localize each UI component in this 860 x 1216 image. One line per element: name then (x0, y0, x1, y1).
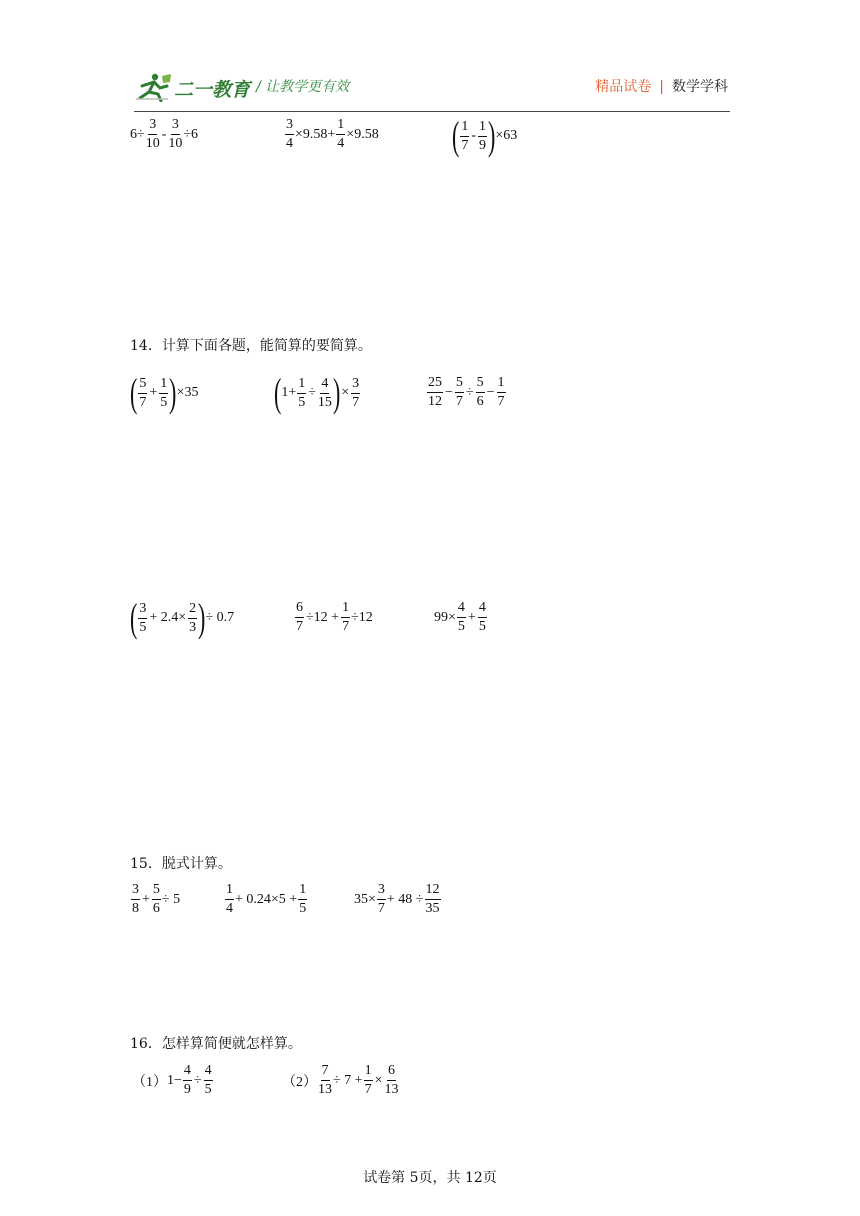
numerator: 1 (298, 883, 307, 900)
math-text: × (341, 385, 350, 400)
q13-expr-1 (130, 118, 198, 151)
numerator: 3 (351, 377, 360, 394)
denominator: 5 (299, 901, 307, 916)
fraction (285, 118, 294, 151)
parenthesis: ( (273, 370, 282, 415)
denominator: 7 (342, 619, 350, 634)
math-text: 1+ (281, 385, 297, 400)
numerator: 4 (183, 1064, 192, 1081)
q14-expr-5 (294, 601, 373, 634)
brand-right: 数学学科 (672, 79, 728, 95)
fraction (385, 1064, 399, 1097)
denominator: 6 (476, 394, 484, 409)
slogan: / 让教学更有效 (256, 79, 350, 95)
numerator: 5 (476, 376, 485, 393)
fraction (318, 377, 332, 410)
math-text: 6÷ (130, 126, 145, 142)
numerator: 5 (138, 377, 147, 394)
question-15-title: 15．脱式计算。 (130, 856, 232, 872)
parenthesis: ) (169, 370, 177, 415)
denominator: 7 (352, 394, 360, 410)
math-text: ÷ 7 + (333, 1072, 363, 1088)
denominator: 7 (377, 901, 385, 916)
numerator: 6 (295, 601, 304, 618)
denominator: 9 (183, 1082, 191, 1097)
denominator: 6 (152, 901, 160, 916)
numerator: 3 (148, 118, 157, 135)
page-header (134, 66, 730, 112)
numerator: 6 (387, 1064, 396, 1081)
denominator: 5 (160, 394, 168, 410)
math-text: ÷ (193, 1072, 202, 1088)
logo-text: 二一教育 (174, 80, 251, 101)
numerator: 1 (225, 883, 234, 900)
numerator: 25 (427, 376, 443, 393)
denominator: 13 (318, 1082, 332, 1097)
math-text: - (161, 126, 167, 142)
fraction (159, 377, 168, 410)
numerator: 4 (457, 601, 466, 618)
numerator: 1 (364, 1064, 373, 1081)
numerator: 1 (478, 120, 487, 137)
fraction (455, 376, 464, 409)
fraction (138, 602, 147, 635)
math-text: + (142, 891, 150, 907)
denominator: 9 (479, 137, 486, 153)
math-text: ×35 (176, 385, 199, 400)
brand-left: 精品试卷 (595, 79, 652, 95)
fraction (152, 883, 161, 916)
brand-separator: | (659, 79, 664, 95)
question-14-title: 14．计算下面各题，能简算的要简算。 (130, 338, 372, 354)
fraction (478, 601, 487, 634)
fraction (427, 376, 443, 409)
numerator: 1 (297, 377, 306, 394)
math-text: - (471, 128, 476, 143)
q14-expr-3 (426, 376, 507, 409)
math-text: + 48 ÷ (386, 891, 424, 907)
q14-expr-1 (129, 370, 199, 415)
denominator: 5 (298, 394, 306, 410)
q15-expr-2 (224, 883, 308, 916)
denominator: 13 (384, 1082, 399, 1097)
parenthesis: ( (451, 113, 460, 158)
denominator: 4 (286, 136, 293, 151)
fraction (476, 376, 485, 409)
subquestion-label: （1） (132, 1074, 167, 1090)
numerator: 7 (321, 1064, 330, 1081)
fraction (497, 376, 506, 409)
parenthesis: ) (487, 113, 496, 158)
fraction (204, 1064, 213, 1097)
fraction (377, 883, 386, 916)
fraction (336, 118, 345, 151)
numerator: 3 (377, 883, 386, 900)
denominator: 5 (139, 619, 147, 635)
math-text: × (374, 1072, 383, 1088)
fraction (298, 883, 307, 916)
denominator: 7 (497, 394, 505, 409)
math-text: + 0.24×5 + (235, 891, 298, 907)
denominator: 15 (317, 394, 332, 410)
q16-expr-2 (282, 1064, 400, 1097)
parenthesis: ( (129, 595, 138, 640)
fraction (460, 120, 469, 153)
fraction (351, 377, 360, 410)
math-text: 35× (354, 891, 376, 907)
q14-expr-4 (129, 595, 235, 640)
math-text: ÷12 (351, 609, 373, 625)
denominator: 5 (457, 619, 465, 634)
math-text: + (149, 385, 158, 400)
q13-expr-3 (451, 113, 518, 158)
denominator: 7 (455, 394, 463, 409)
math-text: ×9.58 (346, 126, 379, 142)
math-text: ×9.58+ (295, 126, 336, 142)
numerator: 1 (497, 376, 506, 393)
math-text: ÷ (308, 385, 316, 400)
denominator: 10 (168, 136, 183, 151)
numerator: 4 (320, 377, 329, 394)
numerator: 2 (188, 602, 197, 619)
fraction (364, 1064, 373, 1097)
fraction (168, 118, 182, 151)
math-text: ÷ 0.7 (205, 610, 235, 625)
subquestion-label: （2） (282, 1074, 317, 1090)
math-text: ×63 (495, 128, 518, 143)
math-text: ÷ 5 (161, 891, 181, 907)
fraction (318, 1064, 332, 1097)
math-text: ÷12 + (306, 609, 340, 625)
fraction (225, 883, 234, 916)
parenthesis: ) (198, 595, 206, 640)
numerator: 5 (455, 376, 464, 393)
denominator: 12 (428, 394, 442, 409)
fraction (341, 601, 350, 634)
fraction (478, 120, 487, 153)
numerator: 1 (460, 120, 469, 137)
page-footer: 试卷第 5页，共 12页 (363, 1170, 497, 1186)
brand-logo (134, 72, 251, 102)
numerator: 12 (425, 883, 441, 900)
numerator: 3 (138, 602, 147, 619)
q14-expr-2 (273, 370, 361, 415)
runner-icon (134, 72, 172, 102)
fraction (146, 118, 160, 151)
q13-expr-2 (284, 118, 379, 151)
numerator: 3 (285, 118, 294, 135)
q14-expr-6 (434, 601, 488, 634)
denominator: 7 (139, 394, 147, 410)
math-text: ÷ (465, 384, 474, 400)
fraction (297, 377, 306, 410)
parenthesis: ) (332, 370, 341, 415)
math-text: − (486, 384, 495, 400)
denominator: 7 (296, 619, 303, 634)
denominator: 3 (189, 619, 197, 635)
numerator: 5 (152, 883, 161, 900)
denominator: 5 (478, 619, 486, 634)
subject-label (595, 76, 728, 96)
fraction (131, 883, 140, 916)
math-text: + (467, 609, 476, 625)
fraction (138, 377, 147, 410)
numerator: 1 (336, 118, 345, 135)
math-text: 99× (434, 609, 456, 625)
numerator: 3 (171, 118, 180, 135)
header-rule (134, 111, 730, 112)
fraction (295, 601, 304, 634)
q15-expr-3 (354, 883, 442, 916)
numerator: 4 (204, 1064, 213, 1081)
numerator: 4 (478, 601, 487, 618)
fraction (457, 601, 466, 634)
numerator: 1 (341, 601, 350, 618)
denominator: 10 (145, 136, 160, 151)
denominator: 7 (461, 137, 469, 153)
denominator: 5 (204, 1082, 212, 1097)
denominator: 4 (226, 901, 233, 916)
numerator: 1 (159, 377, 168, 394)
fraction (425, 883, 441, 916)
math-text: − (445, 384, 453, 400)
math-text: 1− (167, 1072, 182, 1088)
denominator: 4 (337, 136, 345, 151)
math-text: ÷6 (183, 126, 199, 142)
denominator: 35 (425, 901, 440, 916)
q15-expr-1 (130, 883, 180, 916)
denominator: 7 (364, 1082, 372, 1097)
question-16-title: 16．怎样算简便就怎样算。 (130, 1036, 302, 1052)
denominator: 8 (132, 901, 139, 916)
fraction (183, 1064, 192, 1097)
fraction (188, 602, 197, 635)
parenthesis: ( (129, 370, 138, 415)
math-text: + 2.4× (149, 610, 187, 625)
q16-expr-1 (132, 1064, 214, 1097)
numerator: 3 (131, 883, 140, 900)
